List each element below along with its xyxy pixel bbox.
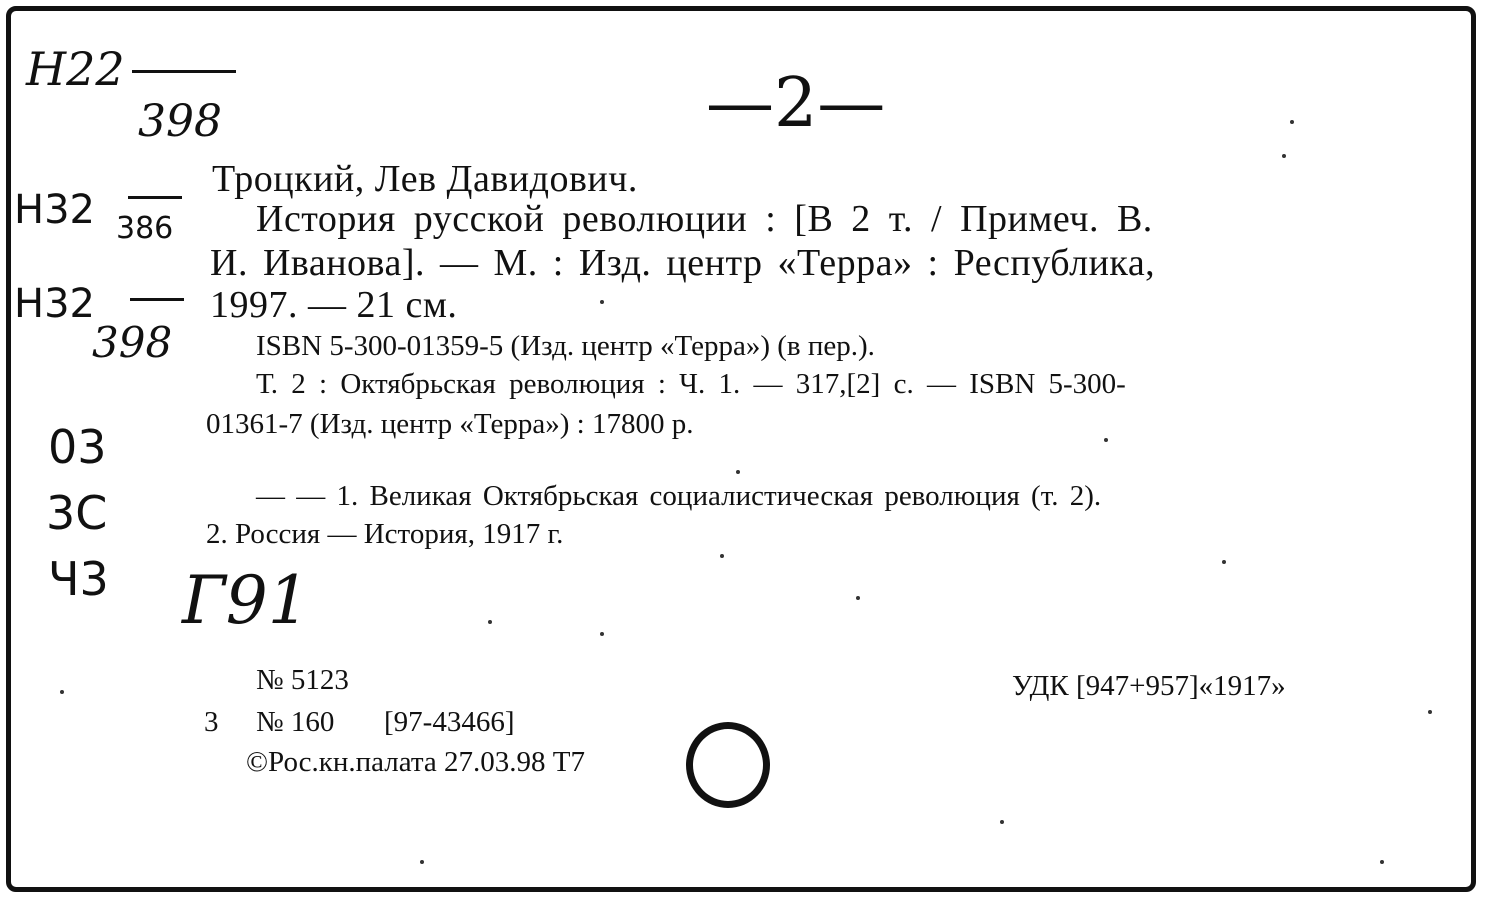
footer-prefix: 3 — [204, 706, 219, 738]
speck — [856, 596, 860, 600]
speck — [420, 860, 424, 864]
subjects-line-2: 2. Россия — История, 1917 г. — [206, 518, 564, 550]
speck — [1282, 154, 1286, 158]
speck — [488, 620, 492, 624]
volume-line-1: Т. 2 : Октябрьская революция : Ч. 1. — 317,[2] с. — ISBN 5-300- — [256, 368, 1126, 400]
shelf-mark-3-bottom: 398 — [92, 318, 173, 367]
shelf-mark-1-top: H22 — [26, 42, 125, 96]
udk-code: УДК [947+957]«1917» — [1012, 670, 1286, 702]
shelf-mark-1-bottom: 398 — [138, 96, 222, 147]
speck — [1104, 438, 1108, 442]
title-line-1: История русской революции : [В 2 т. / Примеч. В. — [256, 198, 1153, 240]
speck — [600, 632, 604, 636]
speck — [1290, 120, 1294, 124]
code-03: 03 — [48, 420, 107, 474]
copyright-line: ©Рос.кн.палата 27.03.98 Т7 — [246, 746, 585, 778]
shelf-mark-2-top: H32 — [14, 187, 95, 233]
index-g91: Г91 — [182, 562, 310, 639]
title-line-3: 1997. — 21 см. — [210, 284, 458, 326]
isbn-line: ISBN 5-300-01359-5 (Изд. центр «Терра») (в пер.). — [256, 330, 875, 362]
author-heading: Троцкий, Лев Давидович. — [212, 158, 638, 200]
speck — [720, 554, 724, 558]
speck — [1222, 560, 1226, 564]
code-ch3: Ч3 — [48, 552, 109, 606]
speck — [1428, 710, 1432, 714]
shelf-mark-3-line — [130, 298, 184, 301]
circle-stamp — [686, 722, 770, 808]
subjects-line-1: — — 1. Великая Октябрьская социалистическая революция (т. 2). — [256, 480, 1102, 512]
speck — [1000, 820, 1004, 824]
speck — [1380, 860, 1384, 864]
footer-code: [97-43466] — [384, 706, 515, 738]
page-mark: —2— — [706, 64, 886, 143]
speck — [60, 690, 64, 694]
speck — [736, 470, 740, 474]
catalog-number: № 5123 — [256, 664, 349, 696]
shelf-mark-3-top: H32 — [14, 281, 95, 327]
shelf-mark-1-line — [132, 70, 236, 73]
shelf-mark-2-line — [128, 196, 182, 199]
shelf-mark-2-bottom: 386 — [116, 211, 174, 246]
footer-number-2: № 160 — [256, 706, 335, 738]
code-3c: 3C — [46, 486, 108, 540]
speck — [600, 300, 604, 304]
title-line-2: И. Иванова]. — М. : Изд. центр «Терра» : Республика, — [210, 242, 1156, 284]
volume-line-2: 01361-7 (Изд. центр «Терра») : 17800 р. — [206, 408, 694, 440]
